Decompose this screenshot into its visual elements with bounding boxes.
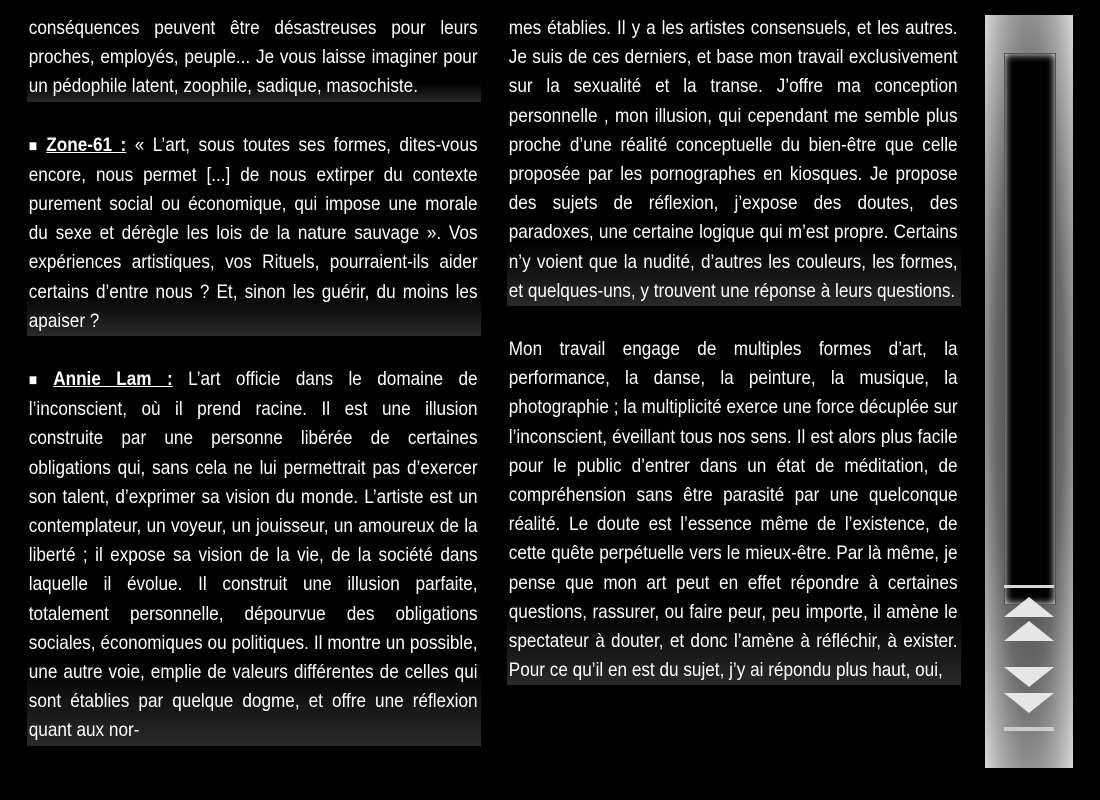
paragraph: conséquences peuvent être désastreuses pour leurs proches, employés, peuple... Je vous laisse imaginer pour un pédophile latent, zoophile, sadique, masochiste. — [27, 14, 481, 102]
paragraph-question — [27, 131, 481, 336]
paragraph-text: L’art officie dans le domaine de l’inconscient, où il prend racine. Il est une illusion construite par une personne libérée de certaines obligations qui, sans cela ne lui permettrait pas d’exercer son talent, d’exprimer sa vision du monde. L’artiste est un contemplateur, un voyeur, un jouisseur, un amoureux de la liberté ; il expose sa vision de la vie, de la société dans laquelle il évolue. Il construit une illusion parfaite, totalement personnelle, dépourvue des obligations sociales, économiques ou politiques. Il montre un possible, une autre voie, emplie de valeurs différentes de celles qui sont établies par quelque dogme, et offre une réflexion quant aux nor- — [28, 368, 478, 742]
paragraph: mes établies. Il y a les artistes consensuels, et les autres. Je suis de ces derniers, et base mon travail exclusivement sur la sexualité et la transe. J’offre ma conception personnelle , mon illusion, qui cependant me semble plus proche d’une réalité conceptuelle du bien-être que celle proposée par les pornographes en kiosques. Je propose des sujets de réflexion, j’expose des doutes, des paradoxes, une certaine logique qui m’est propre. Certains n’y voient que la nudité, d’autres les couleurs, les formes, et quelques-uns, y trouvent une réponse à leurs questions. — [507, 14, 961, 306]
scroll-bottom-bar — [1004, 727, 1054, 731]
speaker-label: Annie Lam : — [53, 368, 173, 391]
article-column-left — [27, 14, 478, 746]
scroll-track[interactable] — [1004, 53, 1056, 605]
paragraph-answer — [27, 365, 481, 746]
scroll-up-button[interactable] — [1004, 617, 1054, 645]
scroll-down-button[interactable] — [1004, 689, 1054, 717]
scroll-down-button[interactable] — [1004, 663, 1054, 691]
paragraph: Mon travail engage de multiples formes d’art, la performance, la danse, la peinture, la musique, la photographie ; la multiplicité exerce une force décuplée sur l’inconscient, éveillant tous nos sens. Il est alors plus facile pour le public d’entrer dans un état de méditation, de compréhension sans être parasité par une quelconque réalité. Le doute est l’essence même de l’existence, de cette quête perpétuelle vers le mieux-être. Par là même, je pense que mon art peut en effet répondre à certaines questions, rassurer, ou faire peur, peu importe, il amène le spectateur à douter, et donc l’amène à réfléchir, à exister. Pour ce qu’il en est du sujet, j’y ai répondu plus haut, oui, — [507, 335, 961, 685]
speaker-label: Zone-61 : — [46, 133, 127, 156]
square-bullet-icon: ■ — [28, 372, 48, 390]
arrow-down-icon — [1004, 667, 1054, 687]
scroll-divider — [1004, 585, 1054, 588]
article-column-right — [507, 14, 958, 685]
square-bullet-icon: ■ — [28, 137, 41, 155]
arrow-up-icon — [1004, 597, 1054, 617]
scrollbar[interactable] — [985, 15, 1073, 768]
arrow-down-icon — [1004, 693, 1054, 713]
paragraph-text: « L’art, sous toutes ses formes, dites-vous encore, nous permet [...] de nous extirper du contexte purement social ou économique, qui impose une morale du sexe et dérègle les lois de la nature sauvage ». Vos expériences artistiques, vos Rituels, pourraient-ils aider certains d’entre nous ? Et, sinon les guérir, du moins les apaiser ? — [28, 133, 478, 332]
arrow-up-icon — [1004, 621, 1054, 641]
